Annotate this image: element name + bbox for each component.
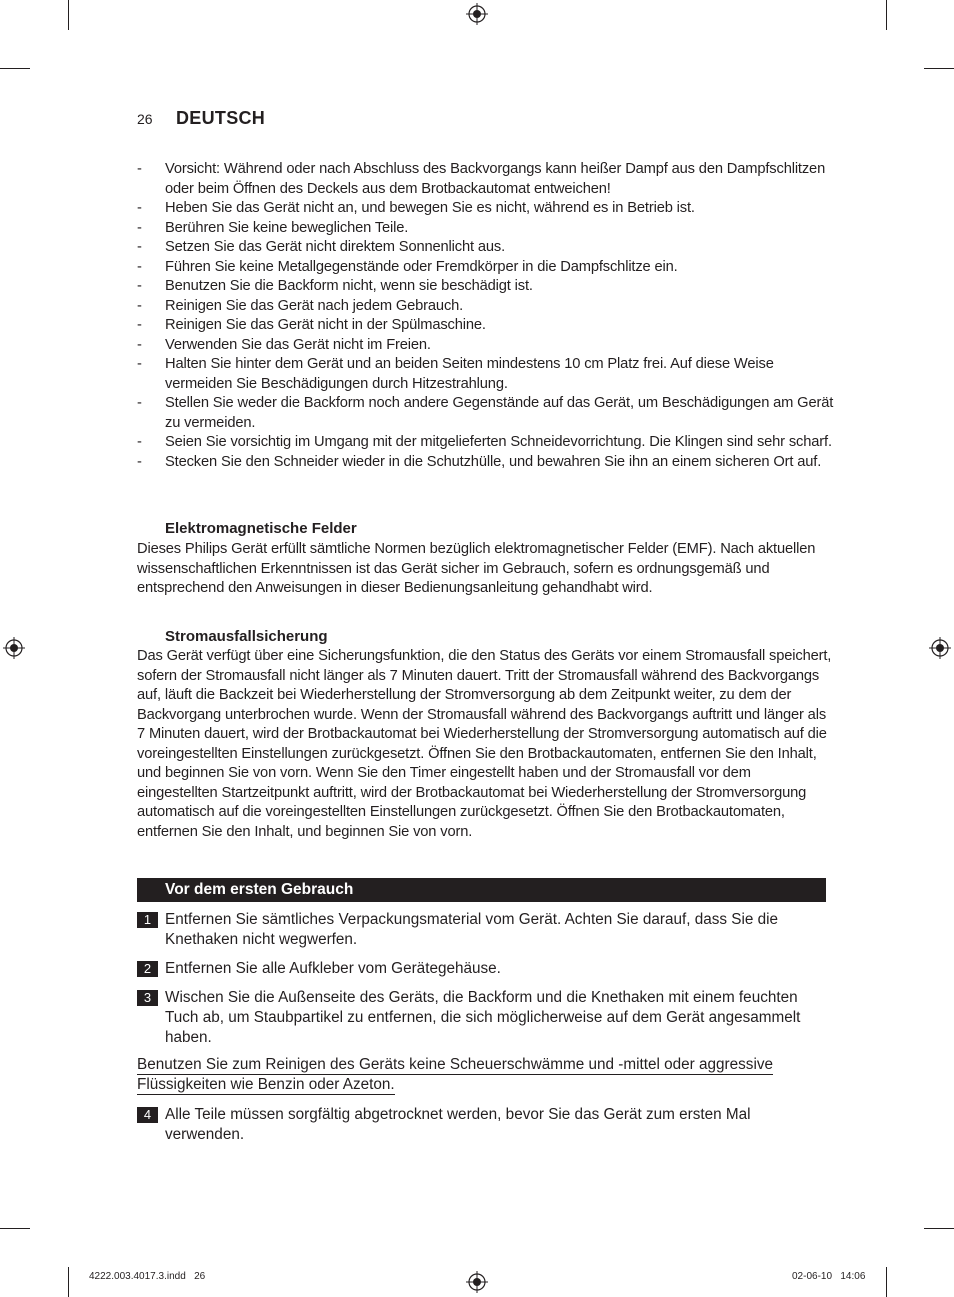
bullet-dash: - bbox=[137, 258, 142, 275]
safety-bullet-item bbox=[137, 258, 837, 278]
bullet-dash: - bbox=[137, 278, 142, 294]
crop-mark-bottom-left-h bbox=[0, 1228, 30, 1229]
bullet-dash: - bbox=[137, 356, 142, 372]
caution-note bbox=[137, 1055, 817, 1095]
bullet-dash: - bbox=[137, 453, 142, 470]
page-language-heading: DEUTSCH bbox=[176, 108, 266, 128]
bullet-dash: - bbox=[137, 434, 142, 450]
emf-heading: Elektromagnetische Felder bbox=[165, 520, 357, 537]
safety-bullet-item bbox=[137, 219, 837, 239]
bullet-dash: - bbox=[137, 317, 142, 333]
safety-bullet-item bbox=[137, 394, 837, 433]
bullet-dash: - bbox=[137, 395, 142, 411]
safety-bullet-list bbox=[137, 160, 837, 472]
step-number-badge: 1 bbox=[137, 912, 158, 928]
power-failure-paragraph: Das Gerät verfügt über eine Sicherungsfunktion, die den Status des Geräts vor einem Stromausfall speichert, sofern der Stromausfall nicht länger als 7 Minuten dauert. Tritt der Stromausfall während des Backvorgangs auf, läuft die Backzeit bei Wiederherstellung der Stromversorgung ab dem Zeitpunkt weiter, zu dem der Backvorgang unterbrochen wurde. Wenn der Stromausfall während des Backvorgangs auftritt und länger als 7 Minuten dauert, wird der Brotbackautomat bei Wiederherstellung der Stromversorgung automatisch auf die voreingestellten Einstellungen zurückgesetzt. Öffnen Sie den Brotbackautomaten, entfernen Sie den Inhalt, und beginnen Sie von vorn. Wenn Sie den Timer eingestellt haben und der Stromausfall vor dem eingestellten Startzeitpunkt auftritt, wird der Brotbackautomat bei Wiederherstellung der Stromversorgung automatisch auf die voreingestellten Einstellungen zurückgesetzt. Öffnen Sie den Brotbackautomaten, entfernen Sie den Inhalt, und beginnen Sie von vorn. bbox=[137, 648, 832, 840]
step-text: Entfernen Sie alle Aufkleber vom Gerätegehäuse. bbox=[165, 960, 501, 977]
page-number: 26 bbox=[137, 111, 153, 127]
safety-bullet-item bbox=[137, 199, 837, 219]
step-item bbox=[137, 1105, 827, 1145]
bullet-dash: - bbox=[137, 219, 142, 236]
registration-mark-icon bbox=[929, 637, 951, 659]
crop-mark-bottom-left-v bbox=[68, 1267, 69, 1297]
safety-bullet-item bbox=[137, 297, 837, 317]
crop-mark-top-right-h bbox=[924, 68, 954, 69]
step-number-badge: 2 bbox=[137, 961, 158, 977]
section-heading-bar: Vor dem ersten Gebrauch bbox=[137, 878, 826, 902]
safety-bullet-text: Seien Sie vorsichtig im Umgang mit der mitgelieferten Schneidevorrichtung. Die Klingen sind sehr scharf. bbox=[165, 434, 832, 450]
crop-mark-top-right-v bbox=[886, 0, 887, 30]
safety-bullet-item bbox=[137, 277, 837, 297]
safety-bullet-text: Heben Sie das Gerät nicht an, und bewegen Sie es nicht, während es in Betrieb ist. bbox=[165, 200, 695, 216]
crop-mark-top-left-h bbox=[0, 68, 30, 69]
step-text: Entfernen Sie sämtliches Verpackungsmaterial vom Gerät. Achten Sie darauf, dass Sie die Knethaken nicht wegwerfen. bbox=[165, 911, 779, 948]
safety-bullet-text: Setzen Sie das Gerät nicht direktem Sonnenlicht aus. bbox=[165, 239, 505, 255]
bullet-dash: - bbox=[137, 161, 142, 177]
step-item bbox=[137, 988, 827, 1048]
safety-bullet-item bbox=[137, 160, 837, 199]
safety-bullet-text: Reinigen Sie das Gerät nicht in der Spülmaschine. bbox=[165, 317, 486, 333]
crop-mark-bottom-right-h bbox=[924, 1228, 954, 1229]
emf-paragraph: Dieses Philips Gerät erfüllt sämtliche Normen bezüglich elektromagnetischer Felder (EMF). Nach aktuellen wissenschaftlichen Erkenntnissen ist das Gerät sicher im Gebrauch, sofern es ordnungsgemäß und entsprechend den Anweisungen in dieser Bedienungsanleitung gehandhabt wird. bbox=[137, 541, 816, 596]
caution-note-text: Benutzen Sie zum Reinigen des Geräts keine Scheuerschwämme und -mittel oder aggressive Flüssigkeiten wie Benzin oder Azeton. bbox=[137, 1056, 773, 1093]
step-item bbox=[137, 910, 827, 950]
safety-bullet-item bbox=[137, 336, 837, 356]
registration-mark-icon bbox=[466, 3, 488, 25]
safety-bullet-text: Halten Sie hinter dem Gerät und an beiden Seiten mindestens 10 cm Platz frei. Auf diese Weise vermeiden Sie Beschädigungen durch Hitzestrahlung. bbox=[165, 356, 774, 392]
safety-bullet-text: Stellen Sie weder die Backform noch andere Gegenstände auf das Gerät, um Beschädigungen am Gerät zu vermeiden. bbox=[165, 395, 834, 431]
step-text: Wischen Sie die Außenseite des Geräts, die Backform und die Knethaken mit einem feuchten Tuch ab, um Staubpartikel zu entfernen, die sich möglicherweise auf dem Gerät angesammelt haben. bbox=[165, 989, 801, 1046]
safety-bullet-text: Verwenden Sie das Gerät nicht im Freien. bbox=[165, 336, 431, 353]
crop-mark-top-left-v bbox=[68, 0, 69, 30]
bullet-dash: - bbox=[137, 200, 142, 216]
crop-mark-bottom-right-v bbox=[886, 1267, 887, 1297]
step-item bbox=[137, 959, 827, 979]
registration-mark-icon bbox=[3, 637, 25, 659]
slug-filename: 4222.003.4017.3.indd 26 bbox=[89, 1271, 206, 1282]
step-number-badge: 4 bbox=[137, 1107, 158, 1123]
safety-bullet-text: Benutzen Sie die Backform nicht, wenn sie beschädigt ist. bbox=[165, 278, 533, 294]
slug-timestamp: 02-06-10 14:06 bbox=[792, 1271, 866, 1282]
bullet-dash: - bbox=[137, 336, 142, 353]
bullet-dash: - bbox=[137, 239, 142, 255]
safety-bullet-item bbox=[137, 238, 837, 258]
safety-bullet-text: Reinigen Sie das Gerät nach jedem Gebrauch. bbox=[165, 297, 464, 314]
power-failure-heading: Stromausfallsicherung bbox=[165, 628, 328, 645]
safety-bullet-item bbox=[137, 433, 837, 453]
bullet-dash: - bbox=[137, 297, 142, 314]
registration-mark-icon bbox=[466, 1271, 488, 1293]
safety-bullet-item bbox=[137, 355, 837, 394]
safety-bullet-item bbox=[137, 316, 837, 336]
safety-bullet-item bbox=[137, 453, 837, 473]
safety-bullet-text: Berühren Sie keine beweglichen Teile. bbox=[165, 219, 409, 236]
safety-bullet-text: Vorsicht: Während oder nach Abschluss des Backvorgangs kann heißer Dampf aus den Dampfschlitzen oder beim Öffnen des Deckels aus dem Brotbackautomat entweichen! bbox=[165, 161, 826, 197]
step-number-badge: 3 bbox=[137, 990, 158, 1006]
safety-bullet-text: Führen Sie keine Metallgegenstände oder Fremdkörper in die Dampfschlitze ein. bbox=[165, 258, 678, 275]
step-text: Alle Teile müssen sorgfältig abgetrocknet werden, bevor Sie das Gerät zum ersten Mal verwenden. bbox=[165, 1106, 751, 1143]
safety-bullet-text: Stecken Sie den Schneider wieder in die Schutzhülle, und bewahren Sie ihn an einem sicheren Ort auf. bbox=[165, 453, 822, 470]
